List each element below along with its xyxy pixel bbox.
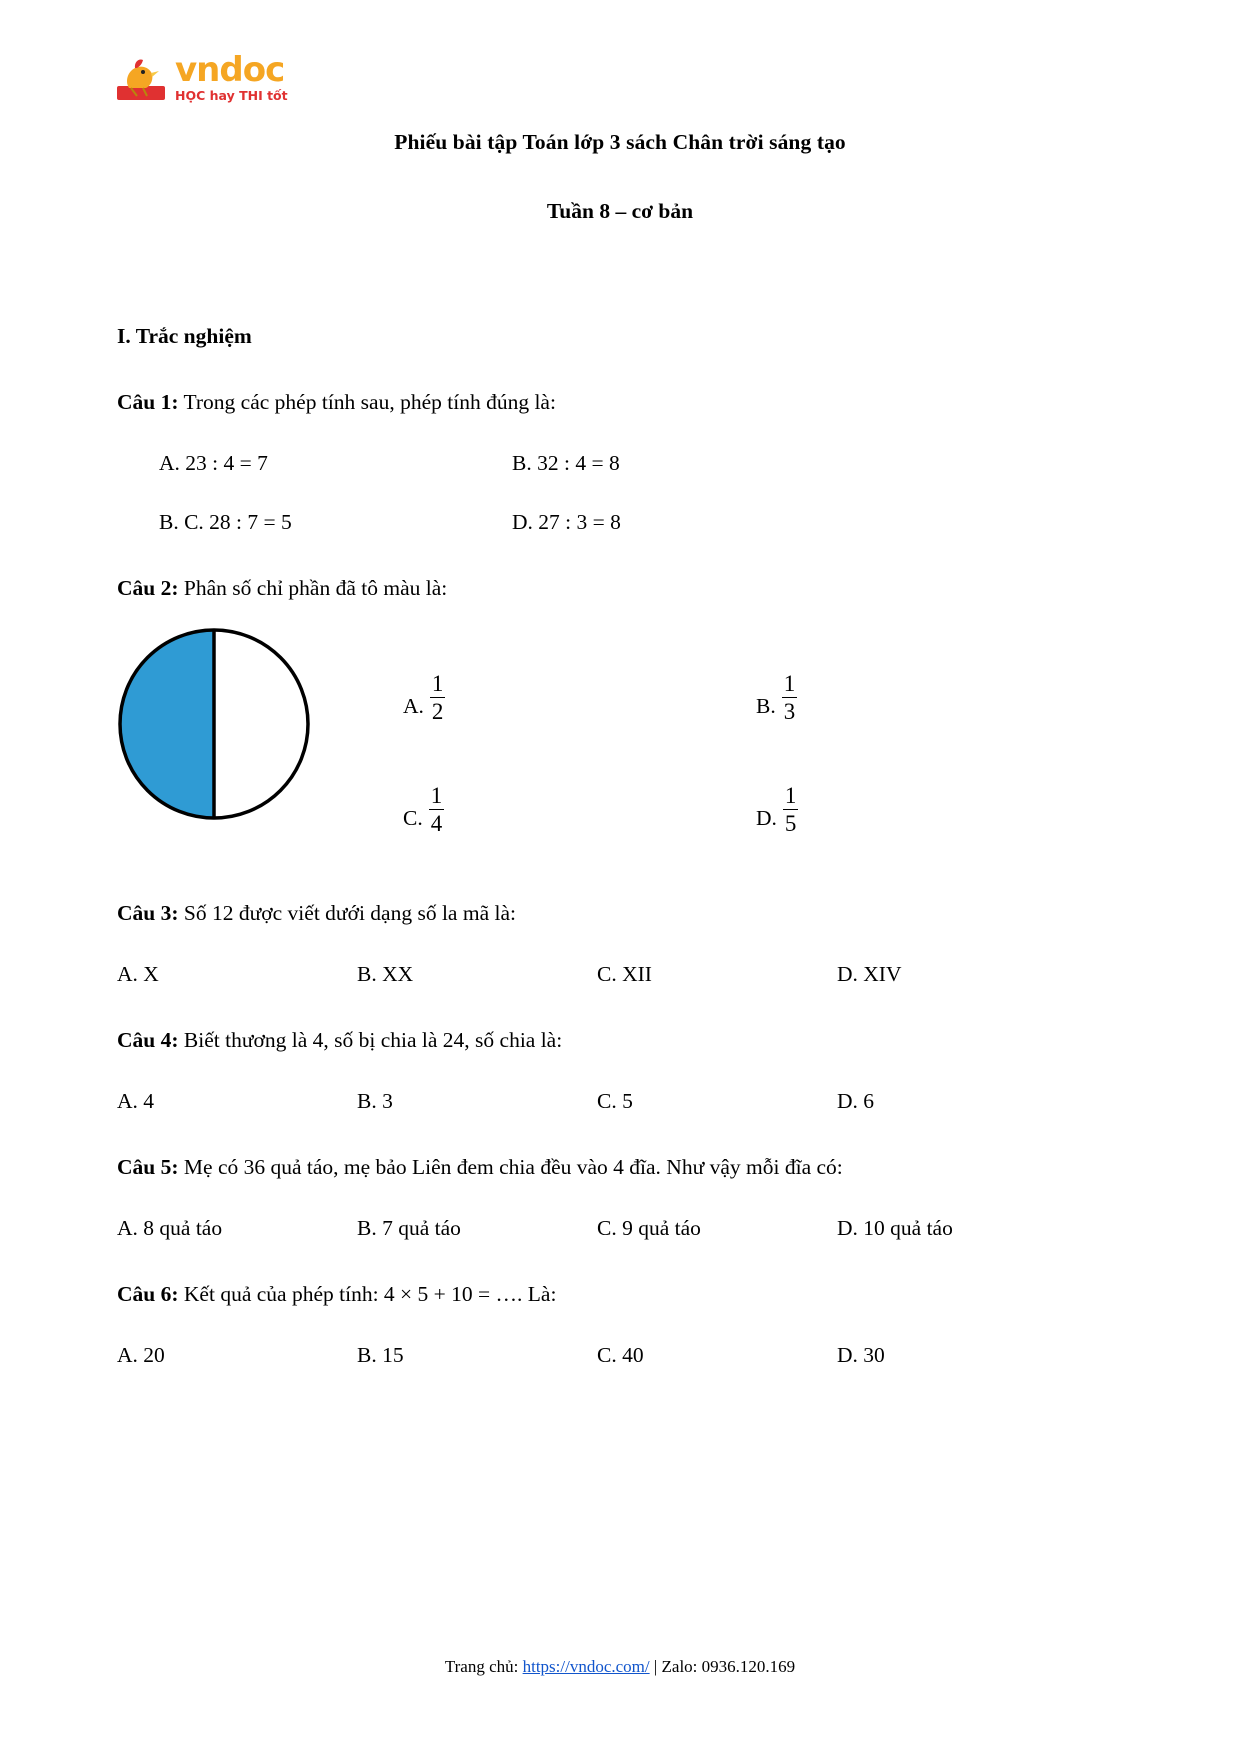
question-6: [115, 1241, 1125, 1309]
question-2-option-a-label: A.: [403, 694, 424, 719]
question-1: [115, 349, 1125, 417]
question-3-text: Số 12 được viết dưới dạng số la mã là:: [178, 901, 516, 926]
question-3-option-c[interactable]: C. XII: [597, 962, 652, 987]
question-2-label: Câu 2:: [117, 576, 179, 601]
question-4-option-b[interactable]: B. 3: [357, 1089, 393, 1114]
fraction-bar-icon: [429, 809, 445, 810]
question-6-option-a[interactable]: A. 20: [117, 1343, 165, 1368]
question-5-option-b[interactable]: B. 7 quả táo: [357, 1216, 461, 1241]
footer-prefix: Trang chủ:: [444, 1657, 523, 1676]
question-2-option-c[interactable]: [403, 783, 756, 838]
question-1-label: Câu 1:: [117, 390, 179, 414]
question-2-option-c-numerator: 1: [430, 782, 443, 808]
question-3-option-a[interactable]: A. X: [117, 962, 159, 987]
question-4-option-c[interactable]: C. 5: [597, 1089, 633, 1114]
question-1-options-row-1: [115, 417, 1125, 476]
question-2-options-row-2: [403, 725, 1123, 837]
fraction-bar-icon: [783, 809, 799, 810]
question-1-options-row-2: [115, 476, 1125, 535]
question-2-body: [115, 603, 1125, 860]
question-1-option-d[interactable]: D. 27 : 3 = 8: [512, 510, 621, 535]
question-5-option-d[interactable]: D. 10 quả táo: [837, 1216, 953, 1241]
question-3-options: [115, 928, 1125, 987]
question-4-options: [115, 1055, 1125, 1114]
question-4-option-d[interactable]: D. 6: [837, 1089, 875, 1114]
question-2-option-d-numerator: 1: [784, 782, 797, 808]
question-1-text: Trong các phép tính sau, phép tính đúng là:: [178, 390, 556, 414]
question-3-option-d[interactable]: D. XIV: [837, 962, 902, 987]
question-1-option-a[interactable]: A. 23 : 4 = 7: [159, 451, 268, 476]
question-2-option-b-fraction: [778, 671, 802, 726]
question-6-options: [115, 1309, 1125, 1368]
logo-tagline-part2: THI tốt: [239, 87, 288, 103]
question-6-option-d[interactable]: D. 30: [837, 1343, 885, 1368]
question-2-option-d-fraction: [779, 783, 803, 838]
question-2-option-a[interactable]: [403, 671, 756, 726]
question-2-option-c-fraction: [425, 783, 449, 838]
logo-tagline: [175, 87, 288, 103]
question-2-option-b-numerator: 1: [783, 670, 796, 696]
question-2: [115, 535, 1125, 603]
site-logo: [115, 49, 288, 104]
fraction-bar-icon: [782, 697, 798, 698]
half-shaded-circle-figure: [115, 625, 313, 823]
question-2-option-d-label: D.: [756, 806, 777, 831]
question-6-option-c[interactable]: C. 40: [597, 1343, 644, 1368]
footer-homepage-link[interactable]: https://vndoc.com/: [522, 1657, 650, 1676]
question-5-options: [115, 1182, 1125, 1241]
question-2-option-c-denominator: 4: [430, 811, 443, 837]
page-title: Phiếu bài tập Toán lớp 3 sách Chân trời sáng tạo: [394, 130, 846, 154]
question-4: [115, 987, 1125, 1055]
question-2-options-row-1: [403, 613, 1123, 725]
logo-tagline-part1: HỌC hay: [175, 87, 235, 103]
question-2-option-b-denominator: 3: [783, 699, 796, 725]
question-2-text: Phân số chỉ phần đã tô màu là:: [178, 576, 448, 601]
question-4-option-a[interactable]: A. 4: [117, 1089, 155, 1114]
question-3-label: Câu 3:: [117, 901, 179, 926]
question-6-text: Kết quả của phép tính: 4 × 5 + 10 = …. Là:: [178, 1282, 557, 1307]
question-1-option-c[interactable]: B. C. 28 : 7 = 5: [159, 510, 292, 535]
question-1-option-b[interactable]: B. 32 : 4 = 8: [512, 451, 620, 476]
question-2-option-b-label: B.: [756, 694, 776, 719]
page-footer: [0, 1657, 1240, 1677]
question-3-option-b[interactable]: B. XX: [357, 962, 414, 987]
question-6-option-b[interactable]: B. 15: [357, 1343, 404, 1368]
logo-word: vndoc: [175, 49, 285, 90]
question-2-option-a-fraction: [426, 671, 450, 726]
question-4-text: Biết thương là 4, số bị chia là 24, số chia là:: [178, 1028, 563, 1053]
question-4-label: Câu 4:: [117, 1028, 179, 1053]
question-3: [115, 860, 1125, 928]
question-5-label: Câu 5:: [117, 1155, 179, 1180]
question-5-option-a[interactable]: A. 8 quả táo: [117, 1216, 223, 1241]
question-5: [115, 1114, 1125, 1182]
question-2-option-a-denominator: 2: [431, 699, 444, 725]
logo-wordmark: [175, 49, 288, 105]
question-2-option-d[interactable]: [756, 783, 1109, 838]
section-heading: I. Trắc nghiệm: [117, 324, 252, 348]
rooster-logo-icon: [115, 52, 167, 104]
footer-suffix: | Zalo: 0936.120.169: [649, 1657, 796, 1676]
question-5-text: Mẹ có 36 quả táo, mẹ bảo Liên đem chia đều vào 4 đĩa. Như vậy mỗi đĩa có:: [178, 1155, 843, 1180]
question-2-option-a-numerator: 1: [431, 670, 444, 696]
question-2-option-b[interactable]: [756, 671, 1109, 726]
page-subtitle: Tuần 8 – cơ bản: [546, 199, 694, 223]
fraction-bar-icon: [430, 697, 446, 698]
question-6-label: Câu 6:: [117, 1282, 179, 1307]
question-2-option-d-denominator: 5: [784, 811, 797, 837]
question-2-option-c-label: C.: [403, 806, 423, 831]
question-2-options: [403, 613, 1123, 837]
question-5-option-c[interactable]: C. 9 quả táo: [597, 1216, 701, 1241]
